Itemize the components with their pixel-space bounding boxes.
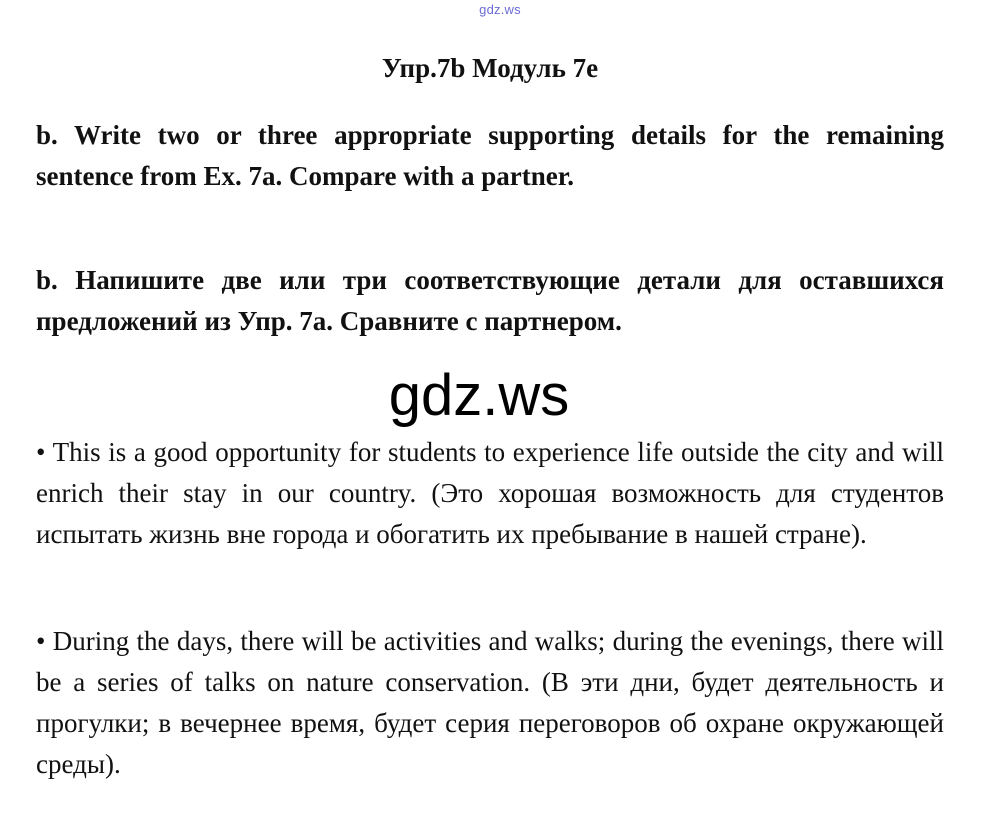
watermark-top[interactable]: gdz.ws [479, 2, 521, 17]
task-russian: b. Напишите две или три соответствующие детали для оставшихся предложений из Упр. 7а. Сравните с партнером. [36, 265, 944, 336]
watermark-middle: gdz.ws [388, 363, 570, 428]
answer-paragraph-2: • During the days, there will be activities and walks; during the evenings, there will be a series of talks on nature conservation. (В эти дни, будет деятельность и прогулки; в вечернее время, будет серия переговоров об охране окружающей среды). [36, 626, 944, 779]
answer-paragraph-1: • This is a good opportunity for students to experience life outside the city and will enrich their stay in our country. (Это хорошая возможность для студентов испытать жизнь вне города и обогатить их пребывание в нашей стране). [36, 437, 944, 549]
task-english: b. Write two or three appropriate supporting details for the remaining sentence from Ex. 7a. Compare with a partner. [36, 120, 944, 191]
page-title: Упр.7b Модуль 7e [381, 53, 599, 83]
